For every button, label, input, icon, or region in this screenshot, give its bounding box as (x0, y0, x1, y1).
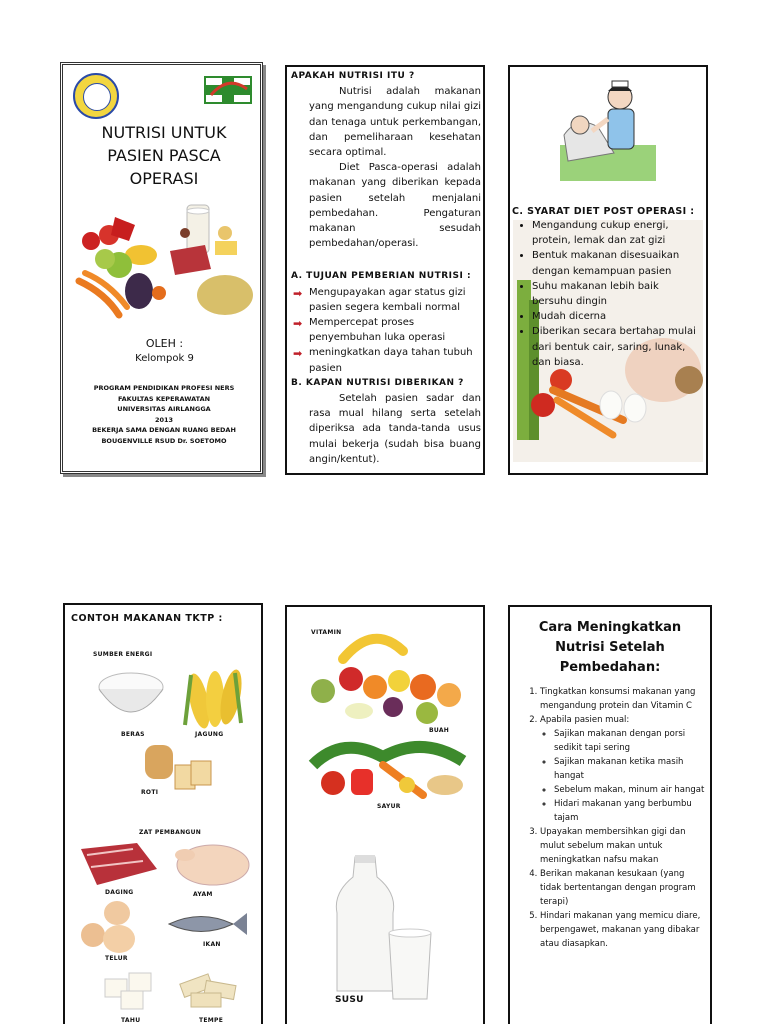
goal-item: ➡ Mempercepat proses penyembuhan luka operasi (293, 317, 446, 344)
corn-image (177, 665, 247, 731)
list-item: • Mengandung cukup energi, protein, lemak dan zat gizi (532, 218, 702, 248)
heading-diet-requirements: C. SYARAT DIET POST OPERASI : (512, 206, 695, 217)
goal-item: ➡ Mengupayakan agar status gizi pasien segera kembali normal (293, 286, 466, 313)
list-item: 4. Berikan makanan kesukaan (yang tidak bertentangan dengan program terapi) (540, 867, 708, 909)
arrow-right-icon: ➡ (293, 347, 303, 361)
list-item: • Suhu makanan lebih baik bersuhu dingin (532, 279, 702, 309)
arrow-right-icon: ➡ (293, 317, 303, 331)
list-item: ◦ Sebelum makan, minum air hangat (554, 783, 708, 797)
eggs-image (79, 899, 149, 955)
list-item: 3. Upayakan membersihkan gigi dan mulut sebelum makan untuk meningkatkan nafsu makan (540, 825, 708, 867)
cover-title: NUTRISI UNTUK PASIEN PASCA OPERASI (101, 123, 227, 188)
heading-food-examples: CONTOH MAKANAN TKTP : (71, 613, 223, 624)
tempeh-image (175, 963, 245, 1015)
list-item: • Bentuk makanan disesuaikan dengan kemampuan pasien (532, 248, 702, 278)
heading-when: B. KAPAN NUTRISI DIBERIKAN ? (291, 377, 464, 388)
egg-label: TELUR (105, 955, 128, 962)
chicken-label: AYAM (193, 891, 213, 898)
healthy-food-image (75, 203, 253, 333)
tempeh-label: TEMPE (199, 1017, 224, 1024)
institution-block: PROGRAM PENDIDIKAN PROFESI NERS FAKULTAS KEPERAWATAN UNIVERSITAS AIRLANGGA 2013 BEKERJA SAMA DENGAN RUANG BEDAH BOUGENVILLE RSUD Dr. SOETOMO (92, 384, 236, 445)
list-item: 1. Tingkatkan konsumsi makanan yang mengandung protein dan Vitamin C (540, 685, 708, 713)
vegetable-label: SAYUR (377, 803, 401, 810)
bread-label: ROTI (141, 789, 159, 796)
nurse-patient-image (558, 75, 658, 185)
rice-label: BERAS (121, 731, 145, 738)
fish-image (163, 909, 249, 939)
health-cross-logo-icon (203, 75, 253, 105)
tktp-food-examples-panel (63, 603, 263, 1024)
nausea-tips-list (540, 727, 708, 825)
corn-label: JAGUNG (195, 731, 224, 738)
panel-title: Cara Meningkatkan Nutrisi Setelah Pembedahan: (538, 620, 682, 675)
cover-panel (60, 62, 263, 474)
requirements-list (516, 218, 702, 370)
goal-item: ➡ meningkatkan daya tahan tubuh pasien (293, 347, 473, 374)
energy-source-label: SUMBER ENERGI (93, 651, 153, 658)
fruit-label: BUAH (429, 727, 450, 734)
builder-source-label: ZAT PEMBANGUN (139, 829, 202, 836)
list-item: ◦ Hidari makanan yang berbumbu tajam (554, 797, 708, 825)
fruits-image (303, 629, 475, 729)
meat-label: DAGING (105, 889, 134, 896)
author-label: OLEH : (145, 337, 184, 350)
vitamin-milk-panel (285, 605, 485, 1024)
list-item: ◦ Sajikan makanan ketika masih hangat (554, 755, 708, 783)
list-item: • Diberikan secara bertahap mulai dari bentuk cair, saring, lunak, dan biasa. (532, 324, 702, 370)
bread-image (141, 741, 213, 793)
diet-definition: Diet Pasca-operasi adalah makanan yang diberikan kepada pasien setelah menjalani pembedahan. Pengaturan makanan sesudah pembedahan/operasi. (309, 162, 481, 250)
list-item: 5. Hindari makanan yang memicu diare, berpengawet, makanan yang dibakar atau diasapkan. (540, 909, 708, 951)
milk-label: SUSU (335, 995, 364, 1005)
list-item: • Mudah dicerna (532, 309, 702, 324)
fish-label: IKAN (203, 941, 221, 948)
chicken-image (171, 837, 255, 893)
meat-image (77, 839, 161, 889)
list-item: 2. Apabila pasien mual: ◦ Sajikan makanan dengan porsi sedikit tapi sering ◦ Sajikan makanan ketika masih hangat ◦ Sebelum makan, minum air hangat ◦ Hidari makanan yang berbumbu tajam (540, 713, 708, 825)
heading-what-is-nutrition: APAKAH NUTRISI ITU ? (291, 71, 415, 81)
diet-requirements-panel (508, 65, 708, 475)
milk-image (327, 853, 447, 1003)
when-text: Setelah pasien sadar dan rasa mual hilang serta setelah diperiksa ada tanda-tanda usus mulai bekerja (sudah bisa buang angin/kentut). (309, 393, 481, 465)
improve-nutrition-panel (508, 605, 712, 1024)
tips-list (524, 685, 708, 951)
group-name: Kelompok 9 (135, 353, 194, 364)
nutrition-info-panel (285, 65, 485, 475)
tofu-label: TAHU (121, 1017, 141, 1024)
university-logo-icon (73, 73, 119, 119)
rice-image (95, 665, 167, 729)
list-item: ◦ Sajikan makanan dengan porsi sedikit tapi sering (554, 727, 708, 755)
heading-goals: A. TUJUAN PEMBERIAN NUTRISI : (291, 271, 472, 282)
vegetables-image (303, 735, 475, 805)
tofu-image (101, 965, 165, 1013)
nutrition-definition: Nutrisi adalah makanan yang mengandung cukup nilai gizi dan tenaga untuk perkembangan, dan pemeliharaan kesehatan secara optimal. (309, 86, 481, 159)
arrow-right-icon: ➡ (293, 286, 303, 300)
vitamin-label: VITAMIN (311, 629, 342, 636)
